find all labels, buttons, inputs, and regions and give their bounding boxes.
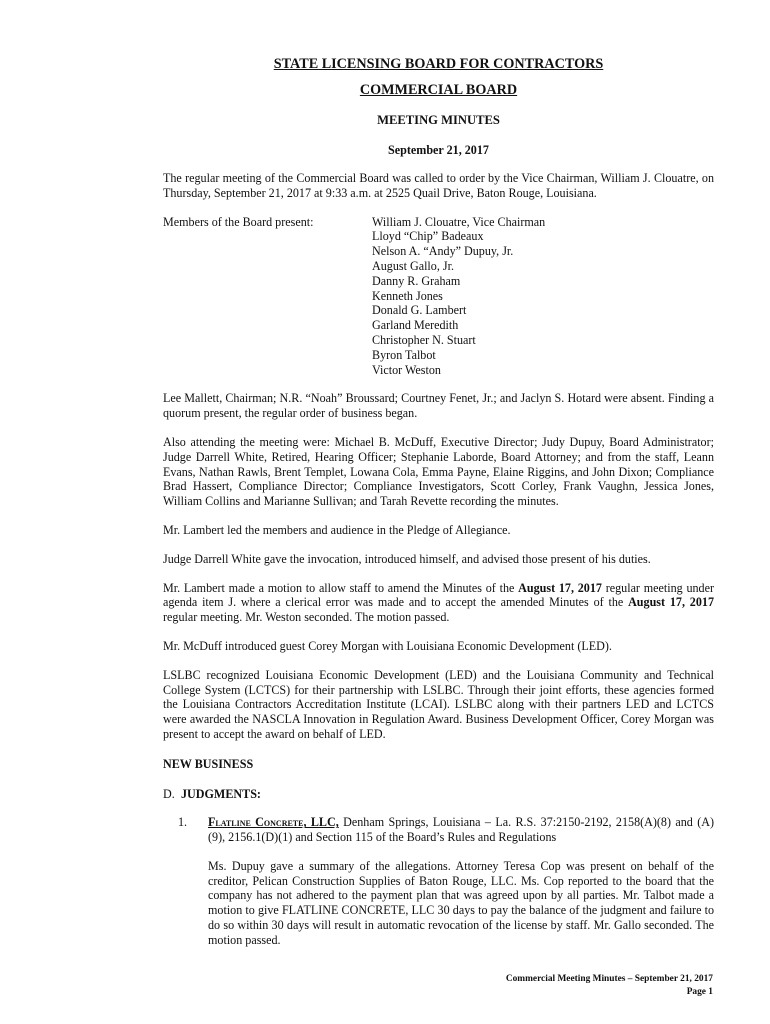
- minutes-motion-date: August 17, 2017: [628, 595, 714, 610]
- minutes-motion-text: regular meeting under agenda item J. where a clerical error was made and to accept the amended Minutes of the: [163, 580, 714, 610]
- members-present-list: [372, 215, 545, 378]
- members-present-label: Members of the Board present:: [163, 214, 314, 229]
- member-name: Byron Talbot: [372, 347, 436, 362]
- board-subtitle: COMMERCIAL BOARD: [359, 82, 518, 98]
- guest-paragraph: Mr. McDuff introduced guest Corey Morgan with Louisiana Economic Development (LED).: [163, 638, 612, 653]
- intro-paragraph: The regular meeting of the Commercial Board was called to order by the Vice Chairman, William J. Clouatre, on Thursday, September 21, 2017 at 9:33 a.m. at 2525 Quail Drive, Baton Rouge, Louisiana.: [163, 171, 714, 200]
- member-name: Lloyd “Chip” Badeaux: [372, 229, 484, 244]
- recognition-paragraph: LSLBC recognized Louisiana Economic Development (LED) and the Louisiana Community and Technical College System (LCTCS) for their partnership with LSLBC. Through their joint efforts, these agencies formed the Louisiana Contractors Accreditation Institute (LCAI). LSLBC along with their partners LED and LCTCS were awarded the NASCLA Innovation in Regulation Award. Business Development Officer, Corey Morgan was present to accept the award on behalf of LED.: [163, 667, 714, 741]
- page-number: Page 1: [686, 987, 713, 997]
- member-name: Danny R. Graham: [372, 273, 461, 288]
- members-present-block: [163, 215, 714, 378]
- member-name: Nelson A. “Andy” Dupuy, Jr.: [372, 244, 514, 259]
- member-name: Victor Weston: [372, 362, 441, 377]
- invocation-paragraph: Judge Darrell White gave the invocation, introduced himself, and advised those present of his duties.: [163, 551, 651, 566]
- member-name: Donald G. Lambert: [372, 303, 467, 318]
- member-name: Kenneth Jones: [372, 288, 443, 303]
- section-letter: D.: [163, 786, 175, 801]
- minutes-motion-date: August 17, 2017: [518, 580, 602, 595]
- new-business-heading: NEW BUSINESS: [163, 756, 254, 771]
- minutes-motion-text: regular meeting. Mr. Weston seconded. The motion passed.: [163, 610, 450, 625]
- judgment-summary-paragraph: Ms. Dupuy gave a summary of the allegations. Attorney Teresa Cop was present on behalf of the creditor, Pelican Construction Supplies of Baton Rouge, LLC. Ms. Cop reported to the board that the company has not adhered to the payment plan that was agreed upon by all parties. Mr. Talbot made a motion to give FLATLINE CONCRETE, LLC 30 days to pay the balance of the judgment and failure to do so within 30 days will result in automatic revocation of the license by staff. Mr. Gallo seconded. The motion passed.: [208, 858, 714, 947]
- item-heading: [208, 815, 714, 845]
- footer-title: Commercial Meeting Minutes – September 21, 2017: [505, 974, 713, 984]
- member-name: August Gallo, Jr.: [372, 258, 454, 273]
- document-body: [163, 56, 714, 948]
- member-name: Garland Meredith: [372, 318, 459, 333]
- attending-paragraph: Also attending the meeting were: Michael B. McDuff, Executive Director; Judy Dupuy, Board Administrator; Judge Darrell White, Retired, Hearing Officer; Stephanie Laborde, Board Attorney; and from the staff, Leann Evans, Nathan Rawls, Brent Templet, Lowana Cola, Emma Payne, Elaine Riggins, and John Dixon; Compliance Brad Hassert, Compliance Director; Compliance Investigators, Scott Corley, Frank Vaughn, Jessica Jones, William Collins and Marianne Sullivan; and Tarah Revette recording the minutes.: [163, 434, 714, 509]
- page-footer: [506, 973, 713, 999]
- document-type-heading: MEETING MINUTES: [377, 113, 500, 127]
- absent-paragraph: Lee Mallett, Chairman; N.R. “Noah” Broussard; Courtney Fenet, Jr.; and Jaclyn S. Hotard were absent. Finding a quorum present, the regular order of business began.: [163, 391, 714, 421]
- case-name: Flatline Concrete, LLC,: [208, 815, 339, 830]
- minutes-motion-paragraph: [163, 581, 714, 625]
- judgments-section-heading: [163, 787, 714, 802]
- member-name: William J. Clouatre, Vice Chairman: [372, 214, 546, 229]
- board-title: STATE LICENSING BOARD FOR CONTRACTORS: [273, 56, 604, 72]
- judgment-item: [178, 815, 714, 845]
- meeting-date: September 21, 2017: [388, 143, 489, 157]
- case-details: Denham Springs, Louisiana – La. R.S. 37:2150-2192, 2158(A)(8) and (A)(9), 2156.1(D)(1) and Section 115 of the Board’s Rules and Regulations: [208, 815, 715, 845]
- member-name: Christopher N. Stuart: [372, 332, 476, 347]
- item-number: 1.: [178, 815, 188, 830]
- minutes-motion-text: Mr. Lambert made a motion to allow staff to amend the Minutes of the: [163, 580, 519, 595]
- section-title: JUDGMENTS:: [181, 786, 261, 801]
- pledge-paragraph: Mr. Lambert led the members and audience in the Pledge of Allegiance.: [163, 522, 511, 537]
